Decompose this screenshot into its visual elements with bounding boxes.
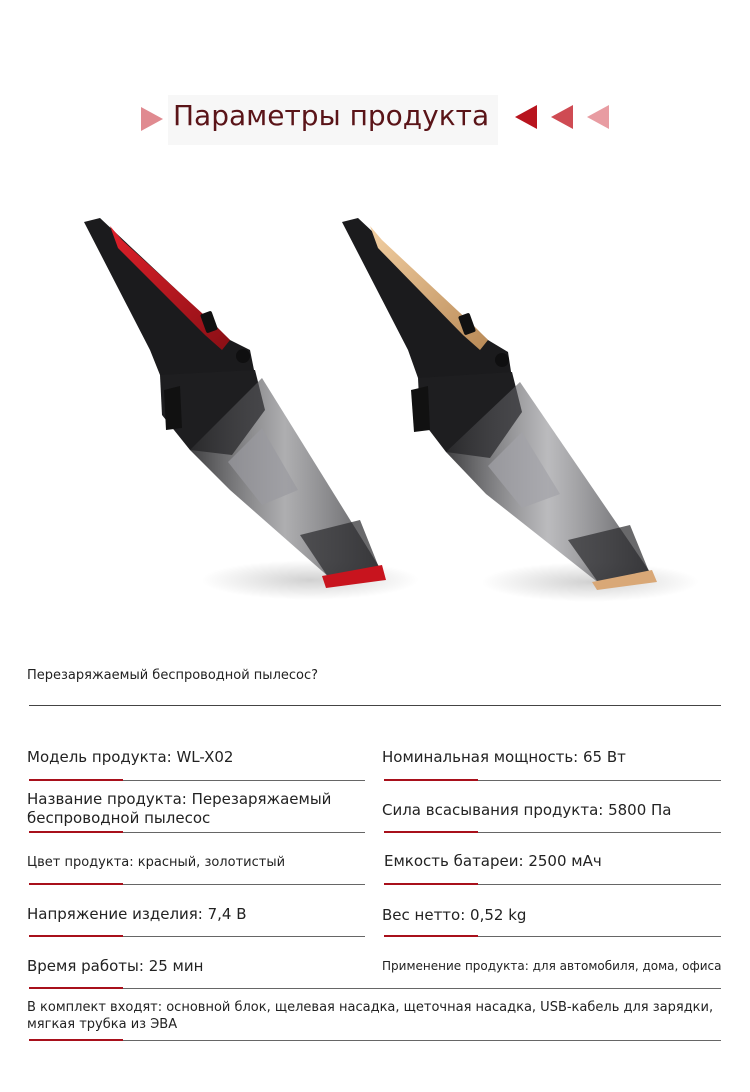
- divider-accent: [29, 935, 123, 937]
- spec-color: Цвет продукта: красный, золотистый: [27, 855, 286, 870]
- divider-accent: [29, 1039, 123, 1041]
- spec-kit: [27, 999, 713, 1033]
- spec-voltage: Напряжение изделия: 7,4 В: [27, 905, 247, 923]
- spec-kit-line1: В комплект входят: основной блок, щелевая насадка, щеточная насадка, USB-кабель для зарядки,: [27, 1000, 714, 1015]
- spec-application: Применение продукта: для автомобиля, дома, офиса: [382, 959, 722, 973]
- divider-accent: [29, 883, 123, 885]
- spec-weight: Вес нетто: 0,52 kg: [382, 906, 527, 924]
- spec-kit-line2: мягкая трубка из ЭВА: [27, 1017, 178, 1032]
- spec-name-line2: беспроводной пылесос: [27, 809, 211, 827]
- divider-accent: [384, 831, 478, 833]
- red-vacuum-image: [0, 200, 750, 610]
- arrow-left-icon: [515, 105, 537, 129]
- spec-power: Номинальная мощность: 65 Вт: [382, 748, 626, 766]
- product-images: [0, 200, 750, 610]
- arrow-right-icon: [141, 107, 163, 131]
- product-intro: Перезаряжаемый беспроводной пылесос?: [27, 668, 319, 683]
- divider: [29, 988, 721, 989]
- spec-name-line1: Название продукта: Перезаряжаемый: [27, 790, 332, 808]
- divider-accent: [29, 987, 123, 989]
- spec-battery: Емкость батареи: 2500 мАч: [384, 852, 602, 870]
- divider-accent: [384, 935, 478, 937]
- divider-accent: [29, 831, 123, 833]
- page-title: Параметры продукта: [173, 99, 490, 132]
- divider-accent: [384, 779, 478, 781]
- arrow-left-icon: [551, 105, 573, 129]
- arrow-left-icon: [587, 105, 609, 129]
- divider-accent: [29, 779, 123, 781]
- divider-accent: [384, 883, 478, 885]
- section-header: [0, 95, 750, 145]
- spec-model: Модель продукта: WL-X02: [27, 748, 234, 766]
- spec-suction: Сила всасывания продукта: 5800 Па: [382, 801, 672, 819]
- divider: [29, 1040, 721, 1041]
- divider: [29, 705, 721, 706]
- spec-name: [27, 790, 331, 828]
- spec-runtime: Время работы: 25 мин: [27, 957, 204, 975]
